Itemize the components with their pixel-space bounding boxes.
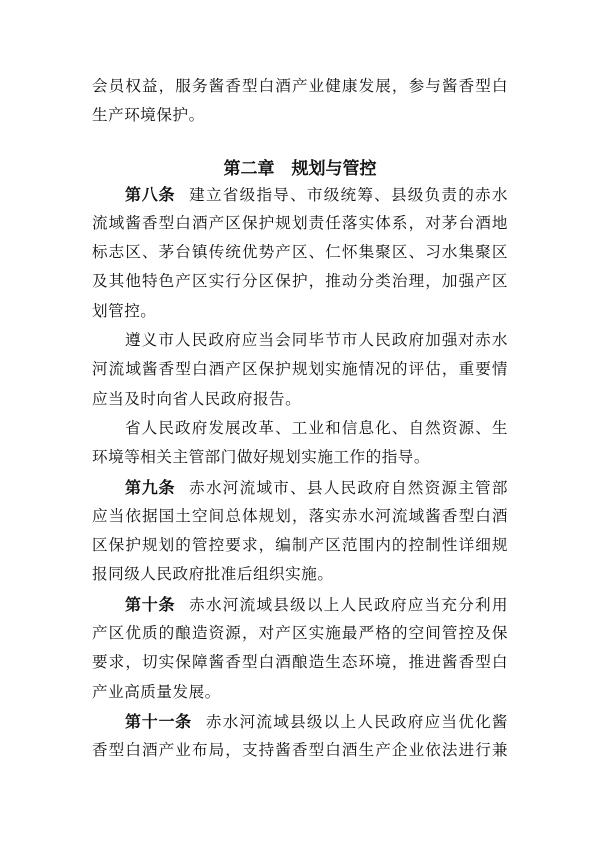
line-text: 环境等相关主管部门做好规划实施工作的指导。 <box>92 448 430 467</box>
text-line <box>92 473 508 502</box>
line-text: 报同级人民政府批准后组织实施。 <box>92 565 334 584</box>
line-text: 产区优质的酿造资源，对产区实施最严格的空间管控及保 <box>92 624 508 643</box>
text-line <box>92 531 508 560</box>
article-number: 第十条 <box>125 594 176 614</box>
line-text: 省人民政府发展改革、工业和信息化、自然资源、生 <box>125 418 508 437</box>
paragraph <box>92 326 508 414</box>
line-text: 标志区、茅台镇传统优势产区、仁怀集聚区、习水集聚区 <box>92 243 508 262</box>
text-line <box>92 560 508 589</box>
text-line <box>92 355 508 384</box>
line-text: 建立省级指导、市级统筹、县级负责的赤水 <box>189 185 508 204</box>
text-line <box>92 267 508 296</box>
paragraph <box>92 72 508 131</box>
line-text: 应当依据国土空间总体规划，落实赤水河流域酱香型白酒 <box>92 506 508 525</box>
line-text: 香型白酒产业布局，支持酱香型白酒生产企业依法进行兼 <box>92 741 508 760</box>
text-line <box>92 502 508 531</box>
article-number: 第十一条 <box>125 711 192 731</box>
text-line <box>92 443 508 472</box>
line-text: 及其他特色产区实行分区保护，推动分类治理，加强产区 <box>92 272 508 291</box>
text-line <box>92 707 508 736</box>
text-line <box>92 72 508 101</box>
text-line <box>92 648 508 677</box>
text-line <box>92 180 508 209</box>
line-text: 会员权益，服务酱香型白酒产业健康发展，参与酱香型白 <box>92 77 508 95</box>
article-number: 第八条 <box>125 184 176 204</box>
paragraph <box>92 473 508 590</box>
line-text: 流域酱香型白酒产区保护规划责任落实体系，对茅台酒地 <box>92 213 508 232</box>
text-line <box>92 209 508 238</box>
text-line <box>92 385 508 414</box>
text-line <box>92 238 508 267</box>
line-text: 划管控。 <box>92 301 157 320</box>
line-text: 遵义市人民政府应当会同毕节市人民政府加强对赤水 <box>125 331 508 350</box>
text-line <box>92 414 508 443</box>
text-line <box>92 297 508 326</box>
text-line <box>92 678 508 707</box>
paragraph <box>92 707 508 766</box>
text-line <box>92 619 508 648</box>
line-text: 赤水河流域县级以上人民政府应当充分利用 <box>189 595 508 614</box>
line-text: 应当及时向省人民政府报告。 <box>92 389 302 408</box>
line-text: 区保护规划的管控要求，编制产区范围内的控制性详细规 <box>92 536 508 555</box>
paragraph <box>92 590 508 707</box>
chapter-heading: 第二章 规划与管控 <box>223 158 377 179</box>
text-line <box>92 101 508 130</box>
text-line <box>92 736 508 765</box>
line-text: 生产环境保护。 <box>92 106 205 125</box>
text-line <box>92 326 508 355</box>
paragraph <box>92 180 508 326</box>
line-text: 要求，切实保障酱香型白酒酿造生态环境，推进酱香型白 <box>92 653 508 672</box>
paragraph <box>92 414 508 473</box>
line-text: 赤水河流域县级以上人民政府应当优化酱 <box>205 712 508 731</box>
article-number: 第九条 <box>125 477 176 497</box>
line-text: 产业高质量发展。 <box>92 682 221 701</box>
line-text: 赤水河流域市、县人民政府自然资源主管部 <box>189 478 508 497</box>
line-text: 河流域酱香型白酒产区保护规划实施情况的评估，重要情 <box>92 360 508 379</box>
document-page <box>92 72 508 766</box>
text-line <box>92 590 508 619</box>
